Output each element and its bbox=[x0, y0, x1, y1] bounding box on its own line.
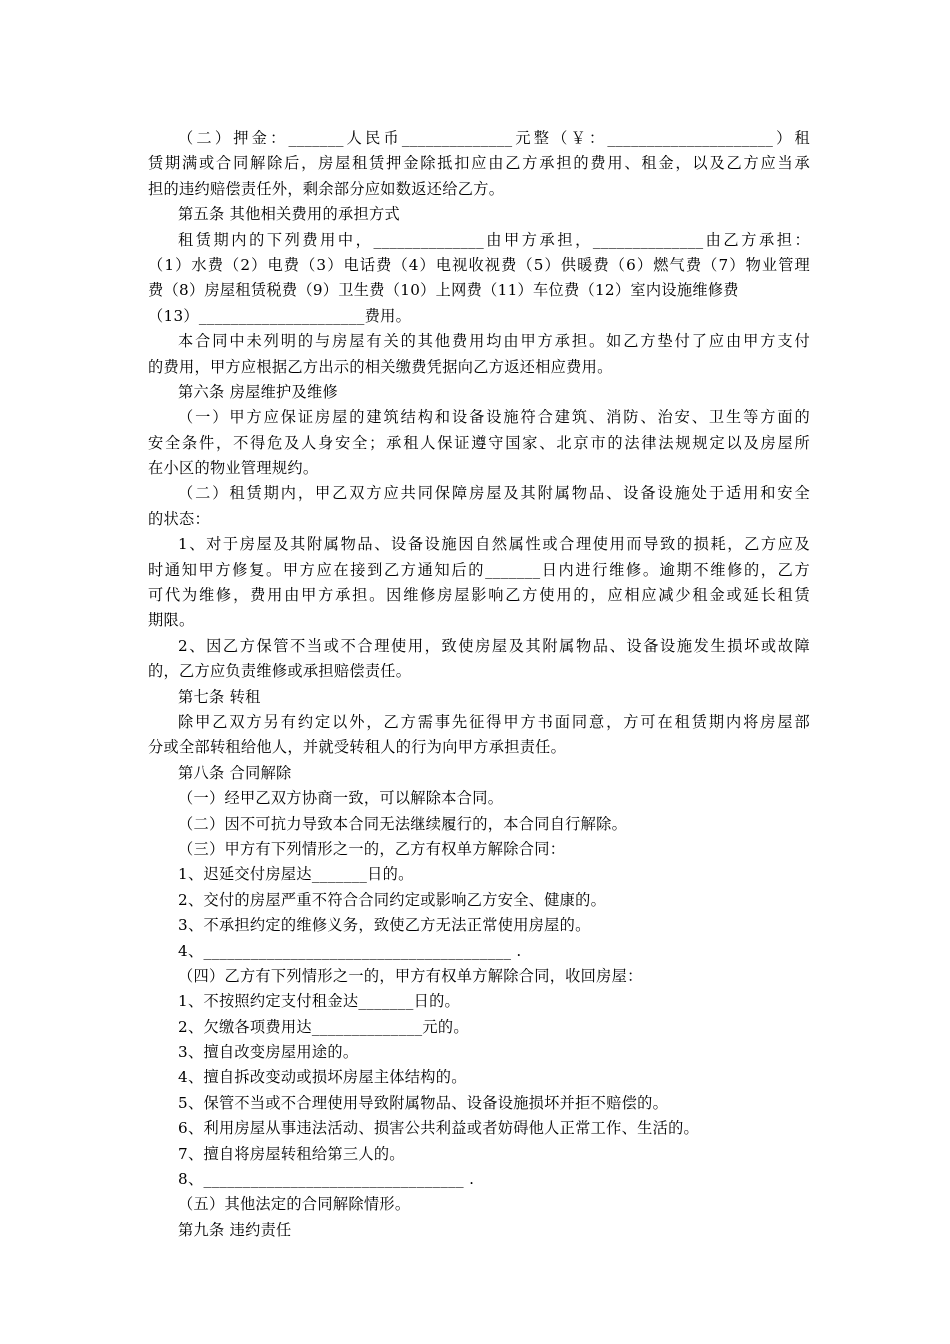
document-line: （二）因不可抗力导致本合同无法继续履行的，本合同自行解除。 bbox=[178, 814, 628, 833]
document-line: 的，乙方应负责维修或承担赔偿责任。 bbox=[148, 662, 412, 681]
document-line: （二）押金：_______人民币______________元整（￥：_____________________）租 bbox=[178, 129, 810, 147]
document-line: （1）水费（2）电费（3）电话费（4）电视收视费（5）供暖费（6）燃气费（7）物业管理 bbox=[148, 255, 810, 274]
document-line: 可代为维修，费用由甲方承担。因维修房屋影响乙方使用的，应相应减少租金或延长租赁 bbox=[148, 586, 810, 605]
document-line: 第八条 合同解除 bbox=[178, 763, 292, 782]
document-line: 2、因乙方保管不当或不合理使用，致使房屋及其附属物品、设备设施发生损坏或故障 bbox=[178, 636, 810, 655]
document-line: 赁期满或合同解除后，房屋租赁押金除抵扣应由乙方承担的费用、租金，以及乙方应当承 bbox=[148, 154, 810, 173]
document-line: 本合同中未列明的与房屋有关的其他费用均由甲方承担。如乙方垫付了应由甲方支付 bbox=[178, 332, 810, 351]
document-line: 8、_________________________________ . bbox=[178, 1170, 475, 1189]
document-line: （三）甲方有下列情形之一的，乙方有权单方解除合同： bbox=[178, 839, 566, 858]
document-line: 5、保管不当或不合理使用导致附属物品、设备设施损坏并拒不赔偿的。 bbox=[178, 1093, 669, 1112]
document-line: 1、对于房屋及其附属物品、设备设施因自然属性或合理使用而导致的损耗，乙方应及 bbox=[178, 535, 810, 554]
document-line: 费（8）房屋租赁税费（9）卫生费（10）上网费（11）车位费（12）室内设施维修费 bbox=[148, 281, 739, 300]
document-line: 第六条 房屋维护及维修 bbox=[178, 382, 339, 401]
document-line: 2、交付的房屋严重不符合合同约定或影响乙方安全、健康的。 bbox=[178, 890, 607, 909]
document-line: 6、利用房屋从事违法活动、损害公共利益或者妨碍他人正常工作、生活的。 bbox=[178, 1119, 700, 1138]
document-line: 4、_______________________________________ . bbox=[178, 941, 522, 960]
document-line: 租赁期内的下列费用中，______________由甲方承担，______________由乙方承担： bbox=[178, 230, 810, 249]
document-line: 在小区的物业管理规约。 bbox=[148, 459, 319, 478]
document-line: （二）租赁期内，甲乙双方应共同保障房屋及其附属物品、设备设施处于适用和安全 bbox=[178, 484, 810, 503]
document-line: 安全条件，不得危及人身安全；承租人保证遵守国家、北京市的法律法规规定以及房屋所 bbox=[148, 433, 810, 452]
document-line: 除甲乙双方另有约定以外，乙方需事先征得甲方书面同意，方可在租赁期内将房屋部 bbox=[178, 712, 810, 731]
document-line: 4、擅自拆改变动或损坏房屋主体结构的。 bbox=[178, 1068, 467, 1087]
document-line: （13）_____________________费用。 bbox=[148, 306, 412, 325]
document-line: 1、不按照约定支付租金达_______日的。 bbox=[178, 992, 461, 1011]
document-line: 时通知甲方修复。甲方应在接到乙方通知后的_______日内进行维修。逾期不维修的，乙方 bbox=[148, 560, 810, 579]
document-line: 第七条 转租 bbox=[178, 687, 261, 706]
document-line: 1、迟延交付房屋达_______日的。 bbox=[178, 865, 414, 884]
document-line: （五）其他法定的合同解除情形。 bbox=[178, 1195, 411, 1214]
document-line: 7、擅自将房屋转租给第三人的。 bbox=[178, 1144, 405, 1163]
document-line: 的状态： bbox=[148, 509, 210, 528]
document-line: （一）经甲乙双方协商一致，可以解除本合同。 bbox=[178, 789, 504, 808]
document-line: （四）乙方有下列情形之一的，甲方有权单方解除合同，收回房屋： bbox=[178, 966, 643, 985]
document-line: 担的违约赔偿责任外，剩余部分应如数返还给乙方。 bbox=[148, 179, 505, 198]
document-line: 第九条 违约责任 bbox=[178, 1220, 292, 1239]
document-line: 的费用，甲方应根据乙方出示的相关缴费凭据向乙方返还相应费用。 bbox=[148, 357, 613, 376]
document-body bbox=[148, 126, 810, 1243]
document-line: 第五条 其他相关费用的承担方式 bbox=[178, 205, 400, 224]
document-line: 2、欠缴各项费用达______________元的。 bbox=[178, 1017, 469, 1036]
document-line: 3、不承担约定的维修义务，致使乙方无法正常使用房屋的。 bbox=[178, 916, 591, 935]
document-line: （一）甲方应保证房屋的建筑结构和设备设施符合建筑、消防、治安、卫生等方面的 bbox=[178, 408, 810, 427]
document-line: 期限。 bbox=[148, 611, 195, 630]
document-line: 分或全部转租给他人，并就受转租人的行为向甲方承担责任。 bbox=[148, 738, 567, 757]
document-line: 3、擅自改变房屋用途的。 bbox=[178, 1043, 359, 1062]
